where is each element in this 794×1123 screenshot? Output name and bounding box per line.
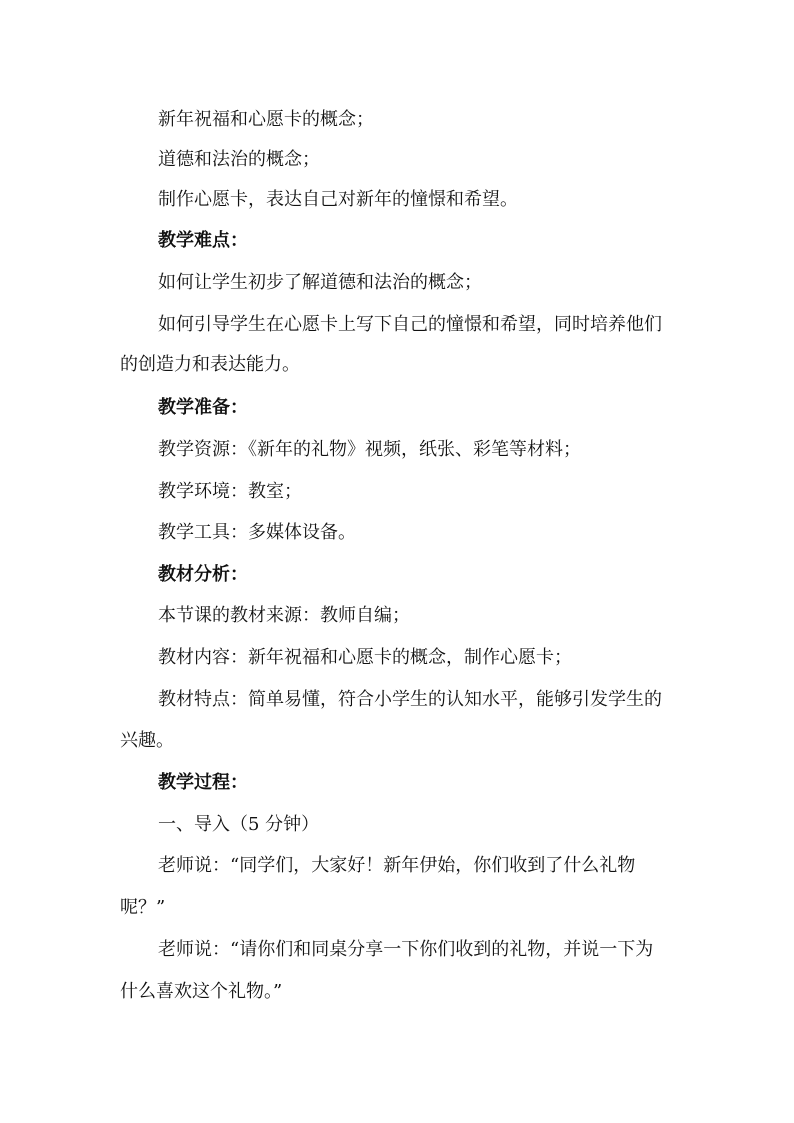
content-line-3: 制作心愿卡，表达自己对新年的憧憬和希望。 <box>158 189 518 210</box>
content-line-9: 教学工具：多媒体设备。 <box>158 522 356 543</box>
content-line-7: 教学资源：《新年的礼物》视频，纸张、彩笔等材料； <box>158 439 581 460</box>
content-line-4: 如何让学生初步了解道德和法治的概念； <box>158 272 482 293</box>
content-line-15: 老师说：“同学们，大家好！新年伊始，你们收到了什么礼物 <box>158 855 636 876</box>
content-line-11: 教材内容：新年祝福和心愿卡的概念，制作心愿卡； <box>158 647 572 668</box>
content-line-6: 的创造力和表达能力。 <box>120 354 300 375</box>
content-line-1: 新年祝福和心愿卡的概念； <box>158 109 374 130</box>
content-line-12: 教材特点：简单易懂，符合小学生的认知水平，能够引发学生的 <box>158 689 662 710</box>
content-line-8: 教学环境：教室； <box>158 481 302 502</box>
content-line-5: 如何引导学生在心愿卡上写下自己的憧憬和希望，同时培养他们 <box>158 314 662 335</box>
heading-teaching-difficulties: 教学难点： <box>158 230 248 251</box>
heading-teaching-preparation: 教学准备： <box>158 397 248 418</box>
content-line-14: 一、导入（5 分钟） <box>158 814 320 835</box>
content-line-2: 道德和法治的概念； <box>158 149 320 170</box>
content-line-10: 本节课的教材来源：教师自编； <box>158 605 410 626</box>
content-line-16: 呢？” <box>120 897 166 918</box>
content-line-17: 老师说：“请你们和同桌分享一下你们收到的礼物，并说一下为 <box>158 939 654 960</box>
heading-teaching-process: 教学过程： <box>158 772 248 793</box>
heading-material-analysis: 教材分析： <box>158 564 248 585</box>
content-line-18: 什么喜欢这个礼物。” <box>120 981 283 1002</box>
content-line-13: 兴趣。 <box>120 730 174 751</box>
